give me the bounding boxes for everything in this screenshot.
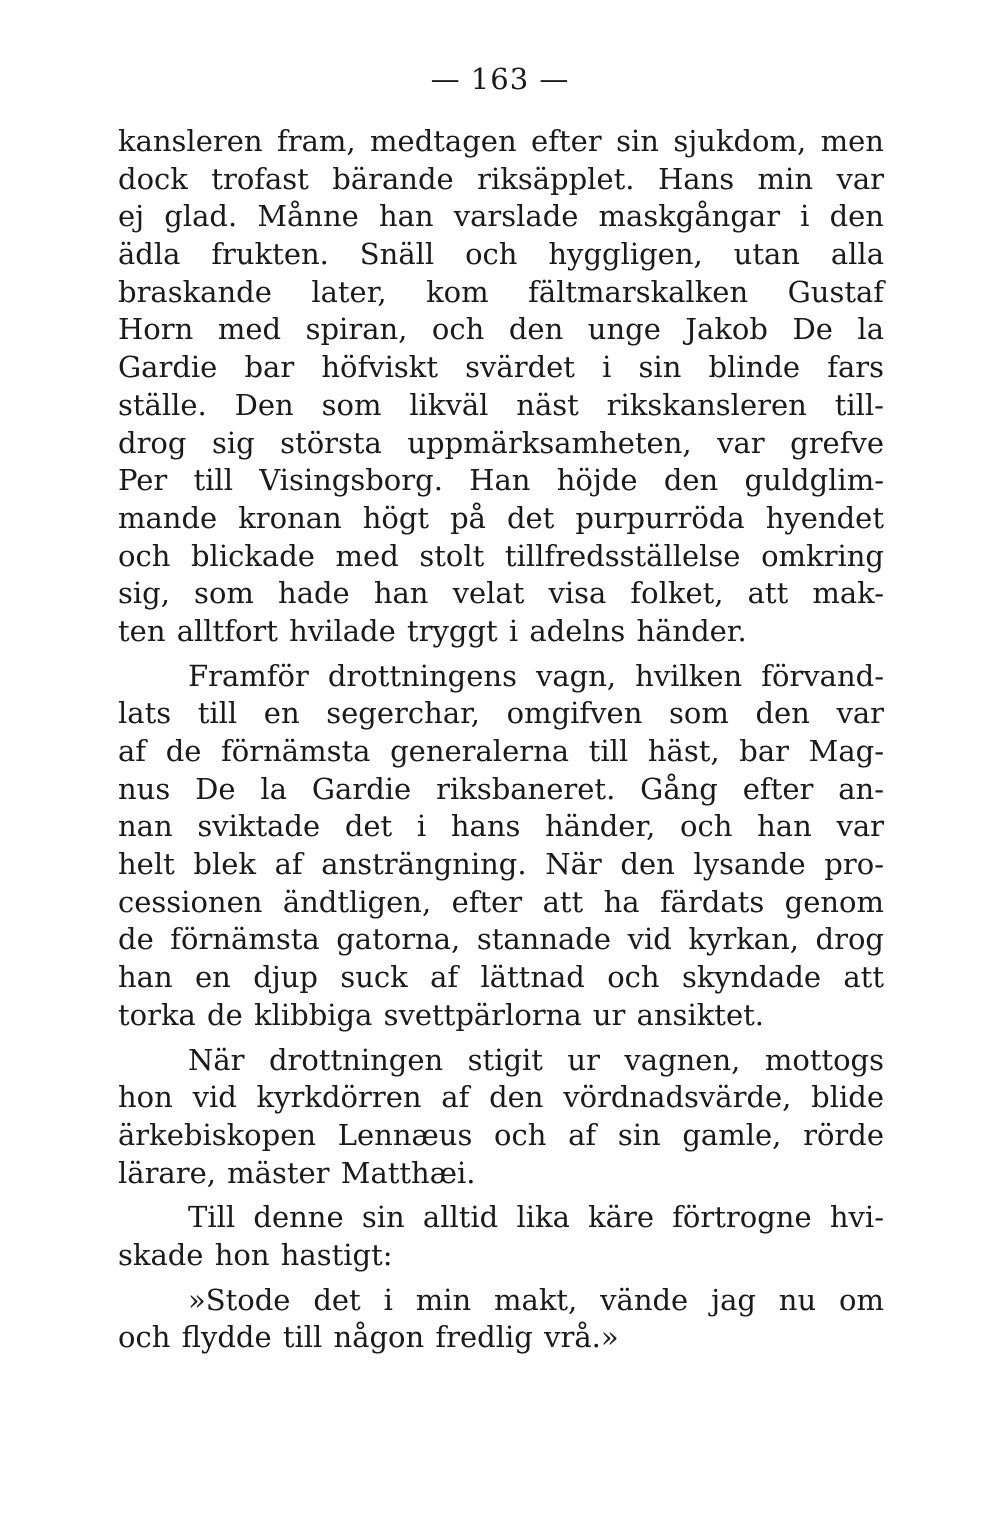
paragraph [118, 658, 884, 1035]
paragraph-gap [118, 1035, 884, 1042]
text-line: lärare, mäster Matthæi. [118, 1155, 476, 1190]
text-line: mande kronan högt på det purpurröda hyendet [118, 500, 884, 535]
text-line: ej glad. Månne han varslade maskgångar i den [118, 199, 884, 234]
text-line: braskande later, kom fältmarskalken Gustaf [118, 274, 884, 309]
text-line: ställe. Den som likväl näst rikskansleren till- [118, 387, 884, 422]
text-line: ädla frukten. Snäll och hyggligen, utan alla [118, 237, 884, 272]
paragraph-gap [118, 1192, 884, 1199]
paragraph [118, 123, 884, 651]
text-line: När drottningen stigit ur vagnen, mottogs [188, 1042, 884, 1077]
text-line: helt blek af ansträngning. När den lysande pro- [118, 847, 884, 882]
text-line: dock trofast bärande riksäpplet. Hans min var [118, 161, 884, 196]
text-line: torka de klibbiga svettpärlorna ur ansiktet. [118, 997, 764, 1032]
paragraph-gap [118, 651, 884, 658]
text-line: kansleren fram, medtagen efter sin sjukdom, men [118, 124, 884, 158]
text-line: Framför drottningens vagn, hvilken förvand- [188, 658, 884, 693]
text-line: nus De la Gardie riksbaneret. Gång efter an- [118, 771, 884, 806]
paragraph [118, 1199, 884, 1274]
text-line: och flydde till någon fredlig vrå.» [118, 1320, 619, 1355]
text-line: af de förnämsta generalerna till häst, bar Mag- [118, 734, 884, 768]
text-line: ärkebiskopen Lennæus och af sin gamle, rörde [118, 1117, 884, 1152]
text-line: drog sig största uppmärksamheten, var grefve [118, 425, 884, 460]
text-line: cessionen ändtligen, efter att ha färdats genom [118, 884, 884, 919]
paragraph [118, 1282, 884, 1357]
text-line: lats till en segerchar, omgifven som den var [118, 696, 884, 731]
paragraph [118, 1042, 884, 1193]
text-line: Till denne sin alltid lika käre förtrogne hvi- [188, 1200, 884, 1235]
text-line: skade hon hastigt: [118, 1237, 393, 1272]
text-line: nan sviktade det i hans händer, och han var [118, 809, 884, 844]
text-line: hon vid kyrkdörren af den vördnadsvärde, blide [118, 1080, 884, 1115]
text-line: sig, som hade han velat visa folket, att mak- [118, 576, 884, 611]
text-line: och blickade med stolt tillfredsställelse omkring [118, 538, 884, 573]
text-line: ten alltfort hvilade tryggt i adelns händer. [118, 613, 747, 648]
text-line: Per till Visingsborg. Han höjde den guldglim- [118, 463, 884, 498]
page-number: — 163 — [430, 62, 570, 96]
paragraph-gap [118, 1275, 884, 1282]
body-text [118, 123, 884, 1357]
text-line: han en djup suck af lättnad och skyndade att [118, 960, 884, 995]
text-line: Gardie bar höfviskt svärdet i sin blinde fars [118, 350, 884, 385]
text-line: »Stode det i min makt, vände jag nu om [188, 1282, 884, 1317]
text-line: Horn med spiran, och den unge Jakob De la [118, 312, 884, 347]
text-line: de förnämsta gatorna, stannade vid kyrkan, drog [118, 922, 884, 957]
